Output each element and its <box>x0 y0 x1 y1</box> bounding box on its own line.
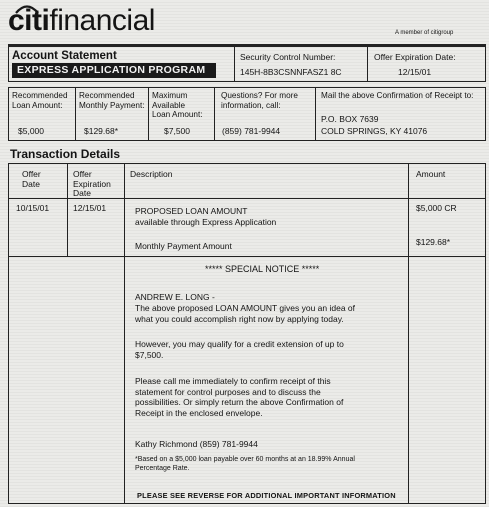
row-desc-line2: available through Express Application <box>135 217 277 227</box>
special-notice-heading: ***** SPECIAL NOTICE ***** <box>205 264 320 274</box>
monthly-payment-label: Recommended Monthly Payment: <box>79 91 145 110</box>
logo-citi: citi <box>8 4 50 37</box>
monthly-payment-value: $129.68* <box>84 126 119 136</box>
notice-signature: Kathy Richmond (859) 781-9944 <box>135 439 258 449</box>
mail-address-line1: P.O. BOX 7639 <box>321 114 379 124</box>
reverse-notice-footer: PLEASE SEE REVERSE FOR ADDITIONAL IMPORTANT INFORMATION <box>137 491 396 500</box>
recommended-loan-value: $5,000 <box>18 126 44 136</box>
member-citigroup: A member of citigroup <box>395 30 454 36</box>
logo-financial: financial <box>49 4 155 37</box>
questions-label: Questions? For more information, call: <box>221 91 298 110</box>
notice-para3: Please call me immediately to confirm receipt of this statement for control purposes and to discuss the possibilities. Or simply return the above Confirmation of Receipt in the enclosed envelope. <box>135 376 344 418</box>
maximum-loan-label: Maximum Available Loan Amount: <box>152 91 203 119</box>
col-amount: Amount <box>416 169 446 179</box>
transaction-details-title: Transaction Details <box>10 147 121 161</box>
col-description: Description <box>130 169 173 179</box>
row-amount1: $5,000 CR <box>416 203 457 213</box>
mail-label: Mail the above Confirmation of Receipt to: <box>321 91 474 100</box>
offer-expiration-value: 12/15/01 <box>398 67 432 77</box>
security-control-label: Security Control Number: <box>240 52 336 62</box>
notice-para2: However, you may qualify for a credit extension of up to $7,500. <box>135 339 344 360</box>
program-banner: EXPRESS APPLICATION PROGRAM <box>12 63 216 78</box>
col-offer-expiration: Offer Expiration Date <box>73 169 111 198</box>
row-desc-line3: Monthly Payment Amount <box>135 241 232 251</box>
notice-para1: The above proposed LOAN AMOUNT gives you an idea of what you could accomplish right now by applying today. <box>135 303 356 324</box>
citi-financial-logo <box>8 4 155 38</box>
row-desc-line1: PROPOSED LOAN AMOUNT <box>135 206 248 216</box>
mail-address-line2: COLD SPRINGS, KY 41076 <box>321 126 428 136</box>
col-offer-date: Offer Date <box>22 169 41 189</box>
offer-expiration-label: Offer Expiration Date: <box>374 52 456 62</box>
security-control-value: 145H-8B3CSNNFASZ1 8C <box>240 67 342 77</box>
notice-footnote: *Based on a $5,000 loan payable over 60 months at an 18.99% Annual Percentage Rate. <box>135 456 355 472</box>
row-expiration-date: 12/15/01 <box>73 203 107 213</box>
maximum-loan-value: $7,500 <box>164 126 190 136</box>
account-statement-title: Account Statement <box>12 50 117 62</box>
row-amount2: $129.68* <box>416 237 451 247</box>
questions-phone: (859) 781-9944 <box>222 126 281 136</box>
row-offer-date: 10/15/01 <box>16 203 50 213</box>
recommended-loan-label: Recommended Loan Amount: <box>12 91 68 110</box>
divider <box>234 46 235 82</box>
divider <box>367 46 368 82</box>
notice-recipient: ANDREW E. LONG - <box>135 292 215 302</box>
